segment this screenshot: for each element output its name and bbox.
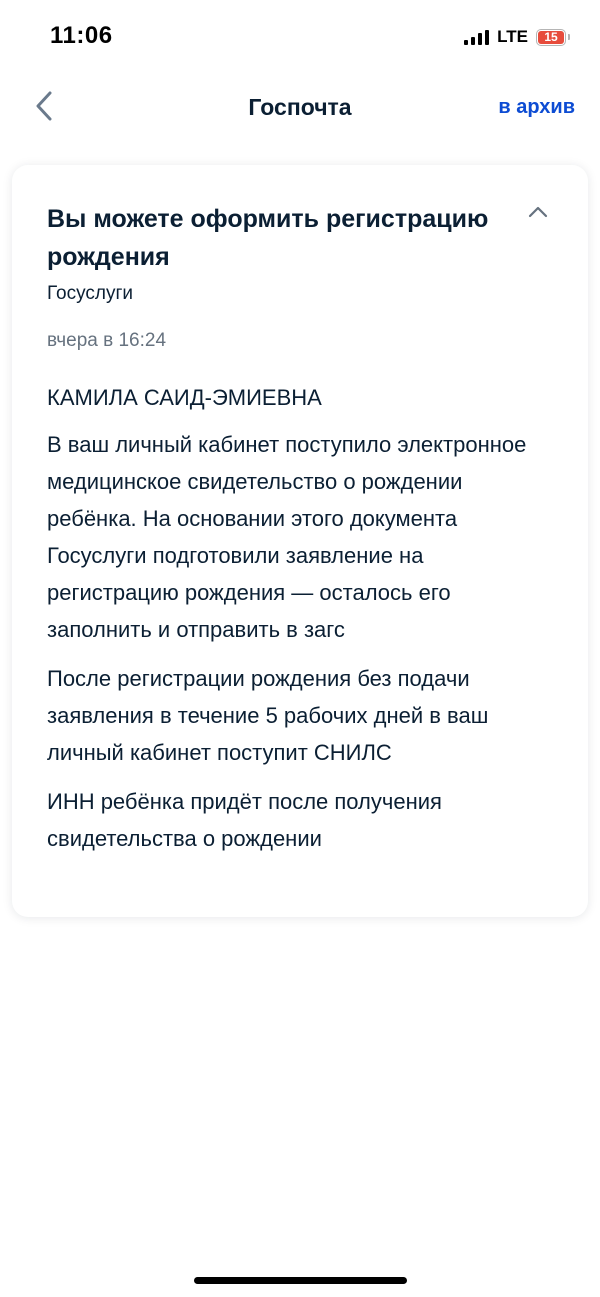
message-title: Вы можете оформить регистрацию рождения: [47, 205, 489, 271]
status-indicators: [464, 27, 570, 47]
message-body: [47, 379, 557, 869]
message-date: вчера в 16:24: [47, 330, 167, 351]
battery-level: 15: [544, 30, 558, 44]
status-time: 11:06: [50, 22, 113, 49]
navigation-bar: [0, 78, 600, 136]
collapse-button[interactable]: [527, 205, 549, 225]
message-paragraph: В ваш личный кабинет поступило электронное медицинское свидетельство о рождении ребёнка. На основании этого документа Госуслуги подготовили заявление на регистрацию рождения — осталось его заполнить и отправить в загс: [47, 432, 527, 642]
archive-button[interactable]: в архив: [498, 96, 575, 118]
cellular-signal-icon: [464, 29, 489, 45]
message-recipient: КАМИЛА САИД-ЭМИЕВНА: [47, 385, 322, 410]
status-bar: [0, 0, 600, 78]
home-indicator[interactable]: [194, 1277, 407, 1284]
message-sender: Госуслуги: [47, 283, 134, 304]
message-header[interactable]: [47, 200, 517, 276]
message-paragraph: После регистрации рождения без подачи заявления в течение 5 рабочих дней в ваш личный кабинет поступит СНИЛС: [47, 666, 489, 765]
message-card: [12, 165, 588, 917]
battery-tip: [568, 34, 570, 40]
network-type: LTE: [497, 27, 528, 46]
chevron-up-icon: [527, 205, 549, 219]
page-title: Госпочта: [248, 94, 352, 120]
message-paragraph: ИНН ребёнка придёт после получения свидетельства о рождении: [47, 789, 442, 851]
battery-icon: [536, 29, 566, 46]
